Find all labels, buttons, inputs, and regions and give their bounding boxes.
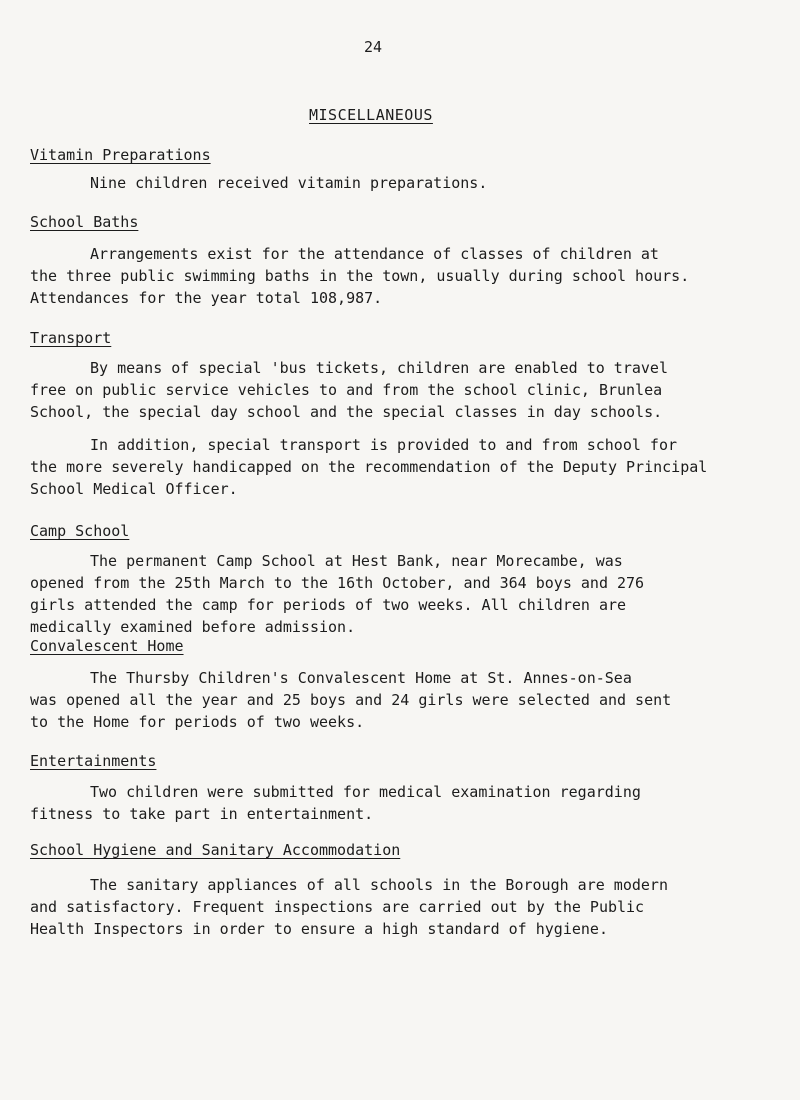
text-line: the more severely handicapped on the recommendation of the Deputy Principal bbox=[30, 458, 708, 476]
section-heading-entertainments: Entertainments bbox=[30, 752, 157, 770]
text-line: the three public swimming baths in the town, usually during school hours. bbox=[30, 267, 690, 285]
text-line: The permanent Camp School at Hest Bank, near Morecambe, was bbox=[90, 552, 623, 570]
section-heading-school-baths: School Baths bbox=[30, 213, 139, 231]
section-heading-transport: Transport bbox=[30, 329, 112, 347]
text-line: Two children were submitted for medical examination regarding bbox=[90, 783, 641, 801]
section-heading-camp-school: Camp School bbox=[30, 522, 130, 540]
text-line: By means of special 'bus tickets, children are enabled to travel bbox=[90, 359, 668, 377]
paragraph-vitamin bbox=[30, 172, 770, 194]
text-line: girls attended the camp for periods of two weeks. All children are bbox=[30, 596, 627, 614]
paragraph-school-hygiene bbox=[30, 874, 770, 940]
text-line: to the Home for periods of two weeks. bbox=[30, 713, 365, 731]
paragraph-transport-1 bbox=[30, 357, 770, 423]
text-line: opened from the 25th March to the 16th October, and 364 boys and 276 bbox=[30, 574, 645, 592]
section-heading-vitamin: Vitamin Preparations bbox=[30, 146, 211, 164]
text-line: The sanitary appliances of all schools in the Borough are modern bbox=[90, 876, 668, 894]
paragraph-entertainments bbox=[30, 781, 770, 825]
paragraph-transport-2 bbox=[30, 434, 770, 500]
text-line: The Thursby Children's Convalescent Home at St. Annes-on-Sea bbox=[90, 669, 632, 687]
paragraph-camp-school bbox=[30, 550, 770, 638]
text-line: Health Inspectors in order to ensure a high standard of hygiene. bbox=[30, 920, 608, 938]
text-line: School, the special day school and the special classes in day schools. bbox=[30, 403, 663, 421]
text-line: School Medical Officer. bbox=[30, 480, 238, 498]
text-line: and satisfactory. Frequent inspections are carried out by the Public bbox=[30, 898, 645, 916]
paragraph-school-baths bbox=[30, 243, 770, 309]
section-heading-school-hygiene: School Hygiene and Sanitary Accommodation bbox=[30, 841, 401, 859]
text-line: Arrangements exist for the attendance of classes of children at bbox=[90, 245, 659, 263]
text-line: free on public service vehicles to and from the school clinic, Brunlea bbox=[30, 381, 663, 399]
text-line: Nine children received vitamin preparations. bbox=[90, 174, 488, 192]
text-line: In addition, special transport is provided to and from school for bbox=[90, 436, 677, 454]
page-title: MISCELLANEOUS bbox=[309, 106, 433, 124]
paragraph-convalescent-home bbox=[30, 667, 770, 733]
text-line: fitness to take part in entertainment. bbox=[30, 805, 374, 823]
text-line: Attendances for the year total 108,987. bbox=[30, 289, 383, 307]
section-heading-convalescent-home: Convalescent Home bbox=[30, 637, 184, 655]
text-line: medically examined before admission. bbox=[30, 618, 356, 636]
page-number: 24 bbox=[364, 38, 383, 56]
text-line: was opened all the year and 25 boys and 24 girls were selected and sent bbox=[30, 691, 672, 709]
